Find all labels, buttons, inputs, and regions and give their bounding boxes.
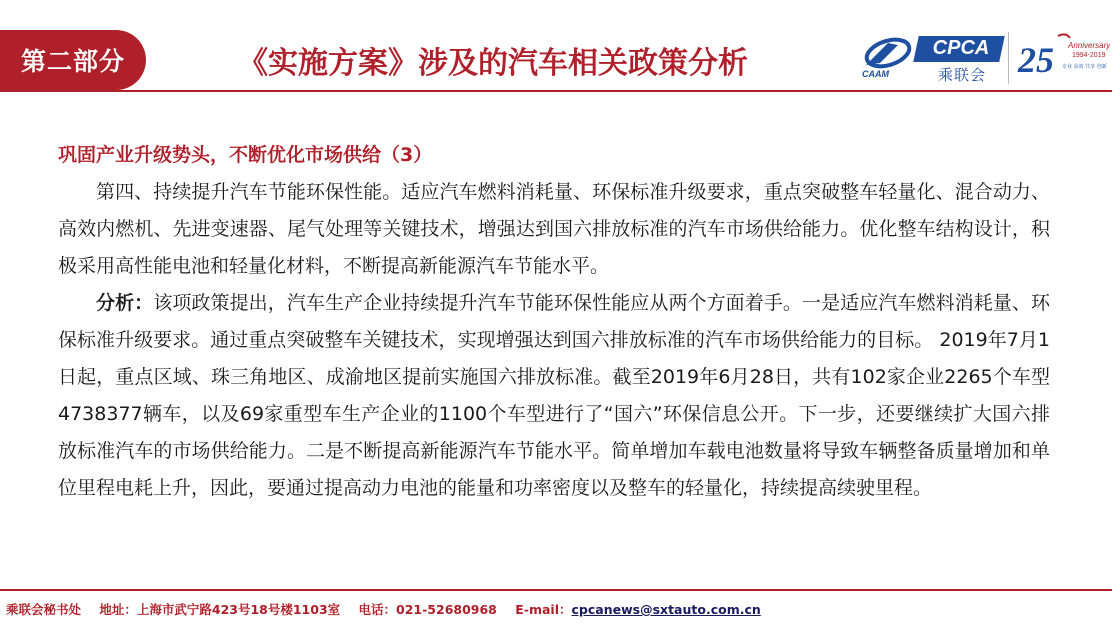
logo-divider: [1008, 32, 1009, 84]
content-subhead: 巩固产业升级势头，不断优化市场供给（3）: [58, 144, 433, 166]
footer-rule: [0, 589, 1112, 591]
anniversary-years: 1994-2019: [1072, 52, 1106, 59]
paragraph-policy: 第四、持续提升汽车节能环保性能。适应汽车燃料消耗量、环保标准升级要求，重点突破整车轻量化、混合动力、高效内燃机、先进变速器、尾气处理等关键技术，增强达到国六排放标准的汽车市场供给能力。优化整车结构设计，积极采用高性能电池和轻量化材料，不断提高新能源汽车节能水平。: [58, 181, 1050, 277]
slide-footer: [6, 600, 775, 618]
slide-content: [58, 140, 1050, 507]
footer-email-label: E-mail：: [515, 602, 572, 617]
footer-org: 乘联会秘书处: [6, 602, 82, 617]
paragraph-analysis: [58, 285, 1050, 507]
section-tab: 第二部分: [0, 30, 146, 90]
cpca-logo: [916, 36, 1002, 84]
anniversary-number: 25: [1018, 40, 1054, 80]
footer-address: 地址：上海市武宁路423号18号楼1103室: [99, 602, 341, 617]
anniversary-logo-icon: [1016, 30, 1110, 86]
caam-logo-text: CAAM: [862, 69, 889, 79]
slide-header: [0, 0, 1112, 92]
analysis-lead: 分析：: [96, 292, 154, 314]
cpca-logo-text: CPCA: [932, 37, 990, 59]
footer-phone: 电话：021-52680968: [358, 602, 497, 617]
footer-email-link[interactable]: cpcanews@sxtauto.com.cn: [571, 602, 761, 617]
page-title: 《实施方案》涉及的汽车相关政策分析: [238, 46, 748, 81]
anniversary-slogan: 专业 高效 共享 创新: [1062, 64, 1107, 70]
analysis-text: 该项政策提出，汽车生产企业持续提升汽车节能环保性能应从两个方面着手。一是适应汽车燃料消耗量、环保标准升级要求。通过重点突破整车关键技术，实现增强达到国六排放标准的汽车市场供给能力的目标。 2019年7月1日起，重点区域、珠三角地区、成渝地区提前实施国六排放标准。截至2019年6月28日，共有102家企业2265个车型4738377辆车，以及69家重型车生产企业的1100个车型进行了“国六”环保信息公开。下一步，还要继续扩大国六排放标准汽车的市场供给能力。二是不断提高新能源汽车节能水平。简单增加车载电池数量将导致车辆整备质量增加和单位里程电耗上升，因此，要通过提高动力电池的能量和功率密度以及整车的轻量化，持续提高续驶里程。: [58, 292, 1050, 499]
header-rule: [0, 90, 1112, 92]
anniversary-label: Anniversary: [1068, 41, 1110, 50]
caam-logo-icon: [858, 35, 914, 79]
cpca-logo-cn: 乘联会: [937, 66, 986, 84]
